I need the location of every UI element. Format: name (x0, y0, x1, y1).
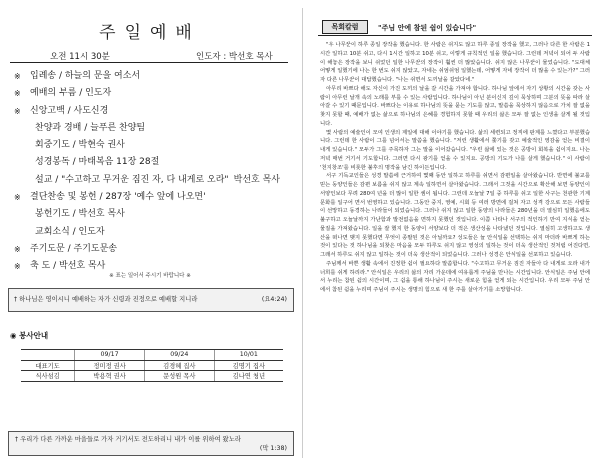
table-row (21, 371, 283, 382)
order-item-text: 회중기도 / 박현숙 권사 (35, 140, 125, 151)
standing-mark: ※ (14, 262, 21, 272)
table-cell: 문성원 목사 (144, 371, 214, 382)
column-paragraph: 몇 사람의 예술인이 모여 인생의 제일에 대해 이야기를 했습니다. 삶의 세련되고 정직에 판계를 느꼈다고 부분했습니다. 그런데 한 사람이 그를 넘어서는 말씀을 했습니다. "저런 생활에서 쫓기를 갖고 예술적인 영감을 얻는 비결이 내게 있습니다." 모두가 그를 주목하자 그는 말을 이어갔습니다. "우린 삶에 있는 것은 공방이 회복을 쉼이지요. 나는 저녁 매번 거기서 기도합니다. 그러면 다시 광기를 얻을 수 있지요. 공방의 기도가 나를 살게 했습니다." 이 사람이 '천지창조'를 비롯한 불후의 명작을 남긴 하이든입니다. (320, 129, 590, 171)
title-divider (10, 62, 288, 63)
order-item-text: 결단찬송 및 봉헌 / 287장 '예수 앞에 나오면' (30, 192, 206, 203)
order-item (14, 189, 294, 206)
standing-mark: ※ (14, 244, 21, 254)
column-body (320, 41, 590, 295)
order-item-text: 주기도문 / 주기도문송 (30, 243, 118, 254)
order-item (14, 206, 294, 223)
order-item (14, 224, 294, 241)
table-row (21, 360, 283, 371)
table-cell: 김명기 집사 (214, 360, 283, 371)
service-table (21, 349, 283, 382)
column-badge: 목회칼럼 (322, 20, 368, 34)
column-title: "주님 안에 참된 쉼이 있습니다" (378, 24, 477, 32)
table-cell: 09/24 (144, 350, 214, 361)
order-item (14, 154, 294, 171)
order-item-text: 신앙고백 / 사도신경 (30, 105, 109, 116)
order-item-text: 찬양과 경배 / 늘푸른 찬양팀 (35, 122, 146, 133)
table-cell: 10/01 (214, 350, 283, 361)
column-paragraph: 서구 기독교인들은 성경 말씀에 근거하여 몇째 동안 일하고 하루를 쉬면서 감편일을 살아왔습니다. 반면에 불교를 믿는 동양인들은 감편 보름을 쉬지 않고 계속 일하면서 살아왔습니다. 그래서 그것을 시간으로 확산해 보면 동양인이 서양인보다 무려 280여 년을 더 많이 일한 셈이 됩니다. 그런데 오늘날 7일 중 하루를 쉬고 일한 사구는 천관한 기계 문화를 일구어 면서 번영하고 있습니다. 그동안 중지, 영예, 시회 등 여러 방면에 걸쳐 자고 성격 강으로 모든 사람들이 선망하고 동경하는 나라들이 되었습니다. 그러나 쉬지 않고 일한 동양의 나라들은 280년을 더 열심히 일했음에도 불구하고 오늘날까지 가난함과 발전없음을 면하지 못했던 것입니다. 이쯤 나타나 서구의 적인하기 만여 지식을 얻는 물질을 가져왔습니다. 일을 잘 했지 한 동양이 서양보다 더 적은 생산성을 나타냈던 것입니다. 열심히 고생하고도 생산을 떠나면 맺지 못했다면 무엇이 종팔된 것은 아닐까요? 성도들은 늘 안식일을 선택하는 쉬지 마더라 바쁘게 하는 것이 있다는 것 하나님을 되찾은 마음을 모두 하루도 쉬지 않고 영성의 일하는 것이 더욱 생산적인 것처럼 어진다면, 그래서 하루도 쉬지 않고 일하는 것이 더욱 생산적이 되었습니다. 그러나 성경은 안식일을 선포하고 있습니다. (320, 173, 590, 258)
order-item (14, 241, 294, 258)
service-time: 오전 11시 30분 (50, 52, 110, 62)
pastor-column-panel (306, 0, 600, 465)
table-cell: 식사섬김 (21, 371, 75, 382)
table-cell: 김나연 청년 (214, 371, 283, 382)
table-cell: 김경혜 집사 (144, 360, 214, 371)
presider: 인도자 : 박선호 목사 (196, 52, 273, 62)
order-item (14, 85, 294, 102)
sermon-title: 설교 / "수고하고 무거운 짐진 자, 다 내게로 오라" (35, 174, 229, 185)
order-item-text: 성경봉독 / 마태복음 11장 28절 (35, 157, 160, 168)
standing-mark: ※ (14, 89, 21, 99)
table-cell: 09/17 (75, 350, 145, 361)
order-item (14, 68, 294, 85)
standing-note: ※ 표는 일어서 주시기 바랍니다 ※ (109, 273, 191, 279)
table-cell: 대표기도 (21, 360, 75, 371)
table-header-row (21, 350, 283, 361)
order-item-text: 봉헌기도 / 박선호 목사 (35, 209, 125, 220)
order-of-worship (14, 68, 294, 276)
verse-reference: (요4:24) (261, 296, 287, 303)
order-item-text: 교회소식 / 인도자 (35, 226, 105, 237)
standing-mark: ※ (14, 193, 21, 203)
column-divider-line (318, 35, 592, 36)
standing-mark: ※ (14, 72, 21, 81)
verse-reference: (막 1:38) (259, 445, 287, 452)
verse-box-bottom (8, 431, 294, 456)
order-item-text: 축 도 / 박선호 목사 (30, 261, 106, 272)
page-title: 주일예배 (99, 23, 201, 43)
service-heading: ◉ 봉사안내 (10, 331, 49, 340)
order-item (14, 120, 294, 137)
column-paragraph: 아무리 바쁘다 해도 자신이 가진 도끼의 날을 갈 시간을 가져야 합니다. 하나님 앞에서 자기 상황의 시간을 갖는 사람이 아무런 날개 속의 노래를 부를 수 있는 사람입니다. 하나님이 아닌 분이신지 깊이 묵상하며 그분의 뜻을 따라 살아갈 수 있기 때문입니다. 바쁘다는 이유로 하나님의 뜻을 묻는 기도를 않고, 말씀을 묵상하지 않음으로 가치 잘 없을 찾지 못할 때, 예배가 없는 삶으로 하나님의 은혜를 경험하지 못할 때 우리의 삶은 모두 잘 없는 인생을 살게 될 것입니다. (320, 85, 590, 127)
order-item (14, 103, 294, 120)
column-paragraph: "우 나무꾼이 하루 종일 장작을 했습니다. 한 사람은 쉬지도 않고 하루 종일 장작을 했고, 그러나 다른 한 사람은 1시간 일하고 10분 쉬고, 다시 1시간 일하고 10분 쉬고, 이렇게 규칙적인 일을 했습니다. 그런데 저녁이 되어 두 사람이 해놓은 장작을 보니 쉬었던 일한 나무꾼의 장작이 훨씬 더 많았습니다. 쉬지 않은 나무꾼이 물었습니다. "도대체 어떻게 일했기에 나는 한 번도 쉬지 않았고, 자네는 쉬엄쉬엄 일했는데, 어떻게 자네 장작이 더 많을 수 있는가?" 그러자 다른 나무꾼이 대답했습니다. "나는 쉬면서 도끼날을 갈았다네." (320, 42, 590, 83)
column-paragraph: 주님께서 바쁜 생활 속에서 진정한 쉼이 필요하다 말씀합니다. "수고하고 무거운 짐진 자들아 다 내게로 오라 내가 너희를 쉬게 하리라." 안식일은 우리의 삶의 자리 가운데에 여유롭게 주님을 만나는 시간입니다. 안식일은 주님 안에서 누리는 참된 쉼의 시간이며, 그 쉼을 통해 하나님이 주시는 새로운 힘을 얻게 되는 시간입니다. 우리 모두 주님 안에서 참된 쉼을 누리며 주님이 주시는 생명의 힘으로 새 한 주를 살아가기를 소망합니다. (320, 260, 590, 293)
verse-text: † 하나님은 영이시니 예배하는 자가 신령과 진정으로 예배할 지니라 (14, 296, 198, 303)
table-cell: 정미정 권사 (75, 360, 145, 371)
verse-text: † 우리가 다른 가까운 마을들로 가자 거기서도 전도하리니 내가 이를 위하여 왔노라 (15, 436, 241, 443)
standing-mark: ※ (14, 106, 21, 116)
verse-box-top (8, 288, 294, 312)
table-cell (21, 350, 75, 361)
order-item-text: 입례송 / 하늘의 문을 여소서 (30, 71, 141, 81)
column-divider (302, 8, 303, 458)
order-item (14, 137, 294, 154)
order-item-sermon (14, 172, 294, 189)
preacher: 박선호 목사 (233, 174, 280, 185)
order-item-text: 예배의 부름 / 인도자 (30, 88, 112, 99)
table-cell: 박용혁 권사 (75, 371, 145, 382)
